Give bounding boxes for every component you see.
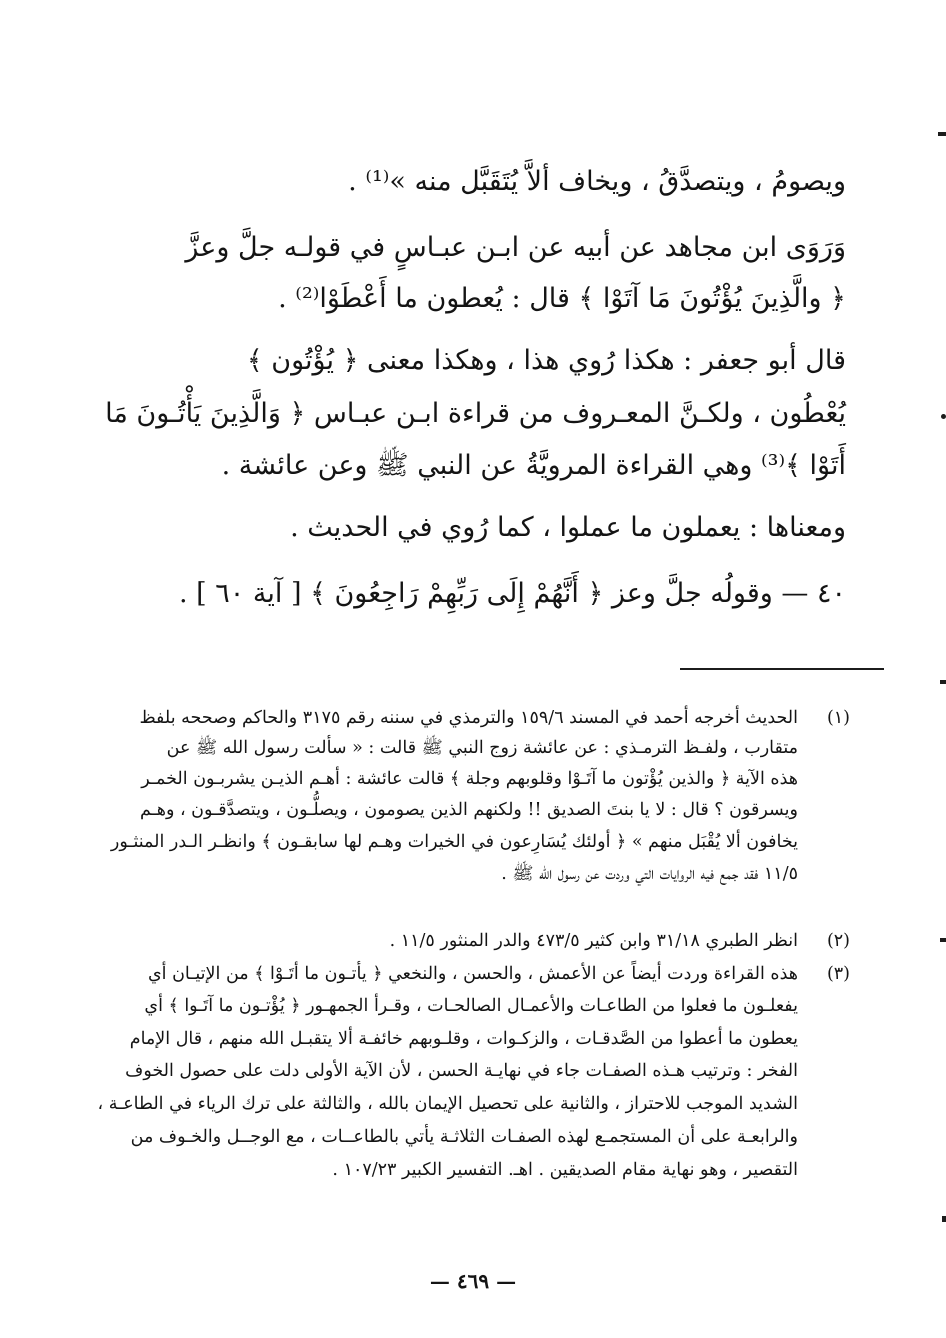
footnote-line: الفخر : وترتيب هـذه الصفـات جاء في نهايـة الحسن ، لأن الآية الأولى دلت على حصول الخوف — [125, 1061, 798, 1081]
footnote-number: (٣) — [826, 964, 850, 984]
footnote-line: يفعلـون ما فعلوا من الطاعـات والأعمـال الصالحـات ، وقـرأ الجمهـور ﴿ يُؤْتـون ما آتَـوا ﴾ أي — [144, 996, 798, 1016]
scan-mark — [940, 680, 946, 684]
footnote-2 — [100, 927, 850, 955]
scan-mark — [938, 132, 946, 136]
footnote-number: (١) — [826, 708, 850, 728]
footnote-separator — [680, 668, 884, 670]
main-text-line-5: يُعْطُون ، ولكـنَّ المعـروف من قراءة ابـن عبـاس ﴿ وَالَّذِينَ يَأْتُـونَ مَا — [105, 398, 846, 429]
footnote-line: متقارب ، ولفـظ الترمـذي : عن عائشة زوج النبي ﷺ قالت : « سألت رسول الله ﷺ عن — [166, 738, 798, 758]
main-text-line-3: ﴿ والَّذِينَ يُؤْتُونَ مَا آتَوْا ﴾ قال : يُعطون ما أَعْطَوْا⁽²⁾ . — [278, 283, 846, 314]
footnote-line: يخافون ألا يُقْبَل منهم » ﴿ أولئك يُسَارِعون في الخيرات وهـم لها سابقـون ﴾ وانظـر الـدر المنثـور — [110, 832, 798, 852]
scan-mark — [941, 414, 946, 419]
scan-mark — [940, 938, 946, 942]
footnote-line: الشديد الموجب للاحتراز ، والثانية على تحصيل الإيمان بالله ، والثالثة على ترك الرياء في الطاعـة ، — [97, 1094, 798, 1114]
main-text-line-2: وَرَوَى ابن مجاهد عن أبيه عن ابـن عبـاسٍ في قولـه جلَّ وعزَّ — [185, 232, 846, 263]
main-text-line-7: ومعناها : يعملون ما عملوا ، كما رُوي في الحديث . — [290, 512, 846, 543]
verse-heading-40: ٤٠ — وقولُه جلَّ وعز ﴿ أَنَّهُمْ إِلَى رَبِّهِمْ رَاجِعُونَ ﴾ [ آية ٦٠ ] . — [179, 578, 846, 609]
footnote-line: التقصير ، وهو نهاية مقام الصديقين . اهـ. التفسير الكبير ١٠٧/٢٣ . — [332, 1160, 798, 1180]
scan-mark — [942, 1216, 946, 1222]
footnote-number: (٢) — [826, 931, 850, 951]
footnote-line: ويسرقون ؟ قال : لا يا بنتَ الصديق !! ولكنهم الذين يصومون ، ويصلُّـون ، ويتصدَّقـون ، وهـم — [139, 800, 798, 820]
footnote-line: ١١/٥ فقد جمع فيه الروايات التي وردت عن رسول الله ﷺ . — [501, 864, 798, 884]
main-text-line-1: ويصومُ ، ويتصدَّقُ ، ويخاف ألاَّ يُتَقَبَّل منه »⁽¹⁾ . — [348, 166, 846, 197]
footnote-line: يعطون ما أعطوا من الصَّدقـات ، والزكـوات ، وقلـوبهم خائفـة ألا يتقبـل الله منهم ، قال الإمام — [129, 1029, 798, 1049]
footnote-line: انظر الطبري ٣١/١٨ وابن كثير ٤٧٣/٥ والدر المنثور ١١/٥ . — [389, 931, 798, 951]
footnote-line: هذه القراءة وردت أيضاً عن الأعمش ، والحسن ، والنخعي ﴿ يأتـون ما أتَـوْا ﴾ من الإتيـان أي — [147, 964, 798, 984]
main-text-line-6: أَتَوْا ﴾⁽³⁾ وهي القراءة المرويَّةُ عن النبي ﷺ وعن عائشة . — [221, 450, 846, 481]
footnote-3 — [97, 960, 850, 1190]
footnote-line: الحديث أخرجه أحمد في المسند ١٥٩/٦ والترمذي في سننه رقم ٣١٧٥ والحاكم وصححه بلفظ — [139, 708, 798, 728]
footnote-line: والرابعـة على أن المستجمـع لهذه الصفـات الثلاثـة يأتي بالطاعــات ، مع الوجــل والخـوف من — [130, 1127, 798, 1147]
main-text-line-4: قال أبو جعفر : هكذا رُوي هذا ، وهكذا معنى ﴿ يُؤْتُون ﴾ — [246, 345, 846, 376]
footnote-line: هذه الآية ﴿ والذين يُؤْتون ما آتَـوْا وقلوبهم وجلة ﴾ قالت عائشة : أهـم الذيـن يشربـون الخمـر — [141, 769, 798, 789]
footnote-1 — [100, 704, 850, 884]
page-number: — ٤٦٩ — — [429, 1269, 517, 1293]
